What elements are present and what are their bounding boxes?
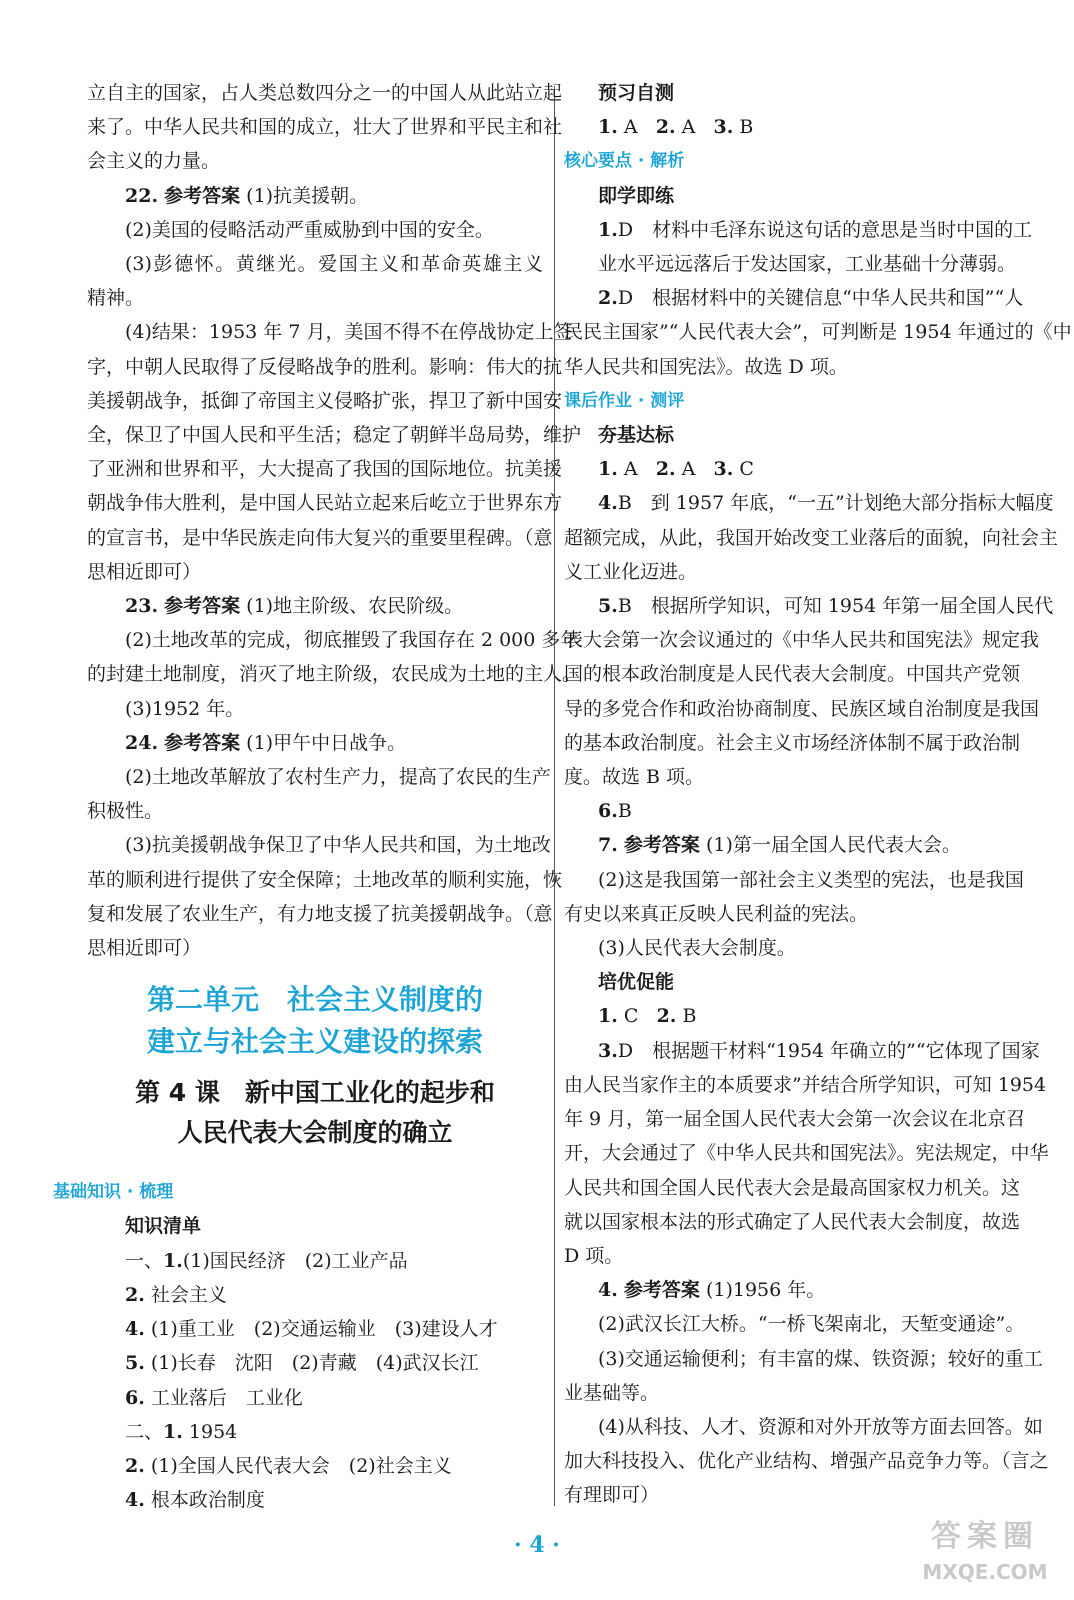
text-line: 了亚洲和世界和平，大大提高了我国的国际地位。抗美援 [87, 458, 563, 481]
list-item: 2. 社会主义 [125, 1283, 227, 1306]
text-line: 义工业化迈进。 [564, 560, 698, 583]
text-line: 的宣言书，是中华民族走向伟大复兴的重要里程碑。（意 [87, 526, 553, 549]
section-heading-after-class: 课后作业 · 测评 [564, 390, 685, 411]
text-line: 就以国家根本法的形式确定了人民代表大会制度，故选 [564, 1210, 1021, 1233]
text-line: 革的顺利进行提供了安全保障；土地改革的顺利实施，恢 [87, 868, 563, 891]
list-item: 4. (1)重工业 (2)交通运输业 (3)建设人才 [125, 1318, 498, 1341]
question-24-answer-1: 24. 参考答案 (1)甲午中日战争。 [125, 731, 407, 754]
right-column [564, 76, 1072, 1513]
text-line: 业水平远远落后于发达国家，工业基础十分薄弱。 [598, 253, 1017, 276]
text-line: 会主义的力量。 [87, 150, 221, 173]
text-line: 1.D 材料中毛泽东说这句话的意思是当时中国的工 [598, 218, 1033, 241]
list-item: 2. (1)全国人民代表大会 (2)社会主义 [125, 1454, 452, 1477]
text-line: 立自主的国家，占人类总数四分之一的中国人从此站立起 [87, 82, 563, 104]
question-23-answer-1: 23. 参考答案 (1)地主阶级、农民阶级。 [125, 595, 464, 618]
text-line: 开，大会通过了《中华人民共和国宪法》。宪法规定，中华 [564, 1142, 1049, 1165]
list-item: 一、1.(1)国民经济 (2)工业产品 [125, 1249, 408, 1272]
text-line: 朝战争伟大胜利，是中国人民站立起来后屹立于世界东方 [87, 492, 563, 515]
text-line: D 项。 [564, 1244, 624, 1267]
text-line: (4)结果：1953 年 7 月，美国不得不在停战协定上签 [125, 321, 573, 344]
list-item: 6. 工业落后 工业化 [125, 1386, 303, 1409]
text-line: 有理即可） [564, 1484, 660, 1507]
text-line: 表大会第一次会议通过的《中华人民共和国宪法》规定我 [564, 629, 1040, 652]
text-line: 的封建土地制度，消灭了地主阶级，农民成为土地的主人。 [87, 663, 582, 686]
subheading-preview: 预习自测 [598, 82, 675, 104]
list-item: 5. (1)长春 沈阳 (2)青藏 (4)武汉长江 [125, 1352, 479, 1375]
lesson-title: 第 4 课 新中国工业化的起步和 人民代表大会制度的确立 [135, 1078, 495, 1148]
page-number: · 4 · [514, 1532, 560, 1558]
text-line: 精神。 [87, 287, 145, 310]
text-line: 2.D 根据材料中的关键信息“中华人民共和国”“人 [598, 287, 1024, 310]
answer-row-advanced: 1. C 2. B [598, 1005, 697, 1028]
left-column [53, 76, 582, 1517]
text-line: 3.D 根据题干材料“1954 年确立的”“它体现了国家 [598, 1039, 1040, 1062]
text-line: 国的根本政治制度是人民代表大会制度。中国共产党领 [564, 663, 1021, 686]
unit-title: 第二单元 社会主义制度的 建立与社会主义建设的探索 [146, 983, 483, 1059]
text-line: 复和发展了农业生产，有力地支援了抗美援朝战争。（意 [87, 902, 553, 925]
text-line: 6.B [598, 800, 632, 823]
text-line: (2)武汉长江大桥。“一桥飞架南北，天堑变通途”。 [598, 1313, 1025, 1336]
question-22-answer-1: 22. 参考答案 (1)抗美援朝。 [125, 184, 369, 207]
text-line: (2)这是我国第一部社会主义类型的宪法，也是我国 [598, 868, 1024, 891]
text-line: 5.B 根据所学知识，可知 1954 年第一届全国人民代 [598, 595, 1054, 618]
text-line: 来了。中华人民共和国的成立，壮大了世界和平民主和社 [87, 116, 563, 139]
list-item: 二、1. 1954 [125, 1420, 238, 1443]
section-heading-basic: 基础知识 · 梳理 [53, 1182, 174, 1203]
text-line: 字，中朝人民取得了反侵略战争的胜利。影响：伟大的抗 [87, 355, 563, 378]
text-line: 超额完成，从此，我国开始改变工业落后的面貌，向社会主 [564, 526, 1059, 549]
text-line: 思相近即可） [87, 937, 202, 960]
text-line: (3)人民代表大会制度。 [598, 937, 796, 960]
text-line: 度。故选 B 项。 [564, 766, 705, 789]
text-line: 民民主国家”“人民代表大会”，可判断是 1954 年通过的《中 [564, 321, 1072, 344]
text-line: 全，保卫了中国人民和平生活；稳定了朝鲜半岛局势，维护 [87, 424, 582, 447]
answer-row-preview: 1. A 2. A 3. B [598, 116, 754, 139]
section-heading-core: 核心要点 · 解析 [564, 151, 685, 172]
watermark-logo: 答案圈 MXQE.COM [922, 1519, 1048, 1584]
text-line: (2)土地改革的完成，彻底摧毁了我国存在 2 000 多年 [125, 629, 580, 652]
text-line: 业基础等。 [564, 1381, 660, 1404]
question-7-answer-1: 7. 参考答案 (1)第一届全国人民代表大会。 [598, 834, 961, 857]
answer-row-base: 1. A 2. A 3. C [598, 458, 754, 481]
text-line: 华人民共和国宪法》。故选 D 项。 [564, 355, 848, 378]
text-line: (3)1952 年。 [125, 697, 245, 720]
text-line: (4)从科技、人才、资源和对外开放等方面去回答。如 [598, 1415, 1043, 1438]
text-line: 思相近即可） [87, 560, 202, 583]
subheading-knowledge-list: 知识清单 [125, 1215, 202, 1238]
text-line: 4.B 到 1957 年底，“一五”计划绝大部分指标大幅度 [598, 492, 1054, 515]
subheading-advanced: 培优促能 [598, 971, 675, 994]
list-item: 4. 根本政治制度 [125, 1489, 265, 1512]
subheading-practice: 即学即练 [598, 184, 675, 207]
text-line: 人民共和国全国人民代表大会是最高国家权力机关。这 [564, 1176, 1021, 1199]
subheading-base: 夯基达标 [598, 424, 675, 447]
text-line: 由人民当家作主的本质要求”并结合所学知识，可知 1954 [564, 1073, 1047, 1096]
text-line: (2)土地改革解放了农村生产力，提高了农民的生产 [125, 766, 551, 789]
text-line: 有史以来真正反映人民利益的宪法。 [564, 902, 869, 925]
text-line: 年 9 月，第一届全国人民代表大会第一次会议在北京召 [564, 1108, 1026, 1131]
text-line: (3)交通运输便利；有丰富的煤、铁资源；较好的重工 [598, 1347, 1043, 1370]
text-line: 积极性。 [87, 800, 164, 823]
text-line: (2)美国的侵略活动严重威胁到中国的安全。 [125, 218, 494, 241]
text-line: (3)抗美援朝战争保卫了中华人民共和国，为土地改 [125, 834, 551, 857]
text-line: 导的多党合作和政治协商制度、民族区域自治制度是我国 [564, 697, 1040, 720]
text-line: 加大科技投入、优化产业结构、增强产品竞争力等。（言之 [564, 1450, 1049, 1473]
text-line: (3)彭德怀。黄继光。爱国主义和革命英雄主义 [125, 253, 543, 276]
text-line: 美援朝战争，抵御了帝国主义侵略扩张，捍卫了新中国安 [87, 389, 563, 412]
column-divider [554, 86, 555, 1506]
question-4-answer-1: 4. 参考答案 (1)1956 年。 [598, 1279, 826, 1302]
text-line: 的基本政治制度。社会主义市场经济体制不属于政治制 [564, 731, 1021, 754]
